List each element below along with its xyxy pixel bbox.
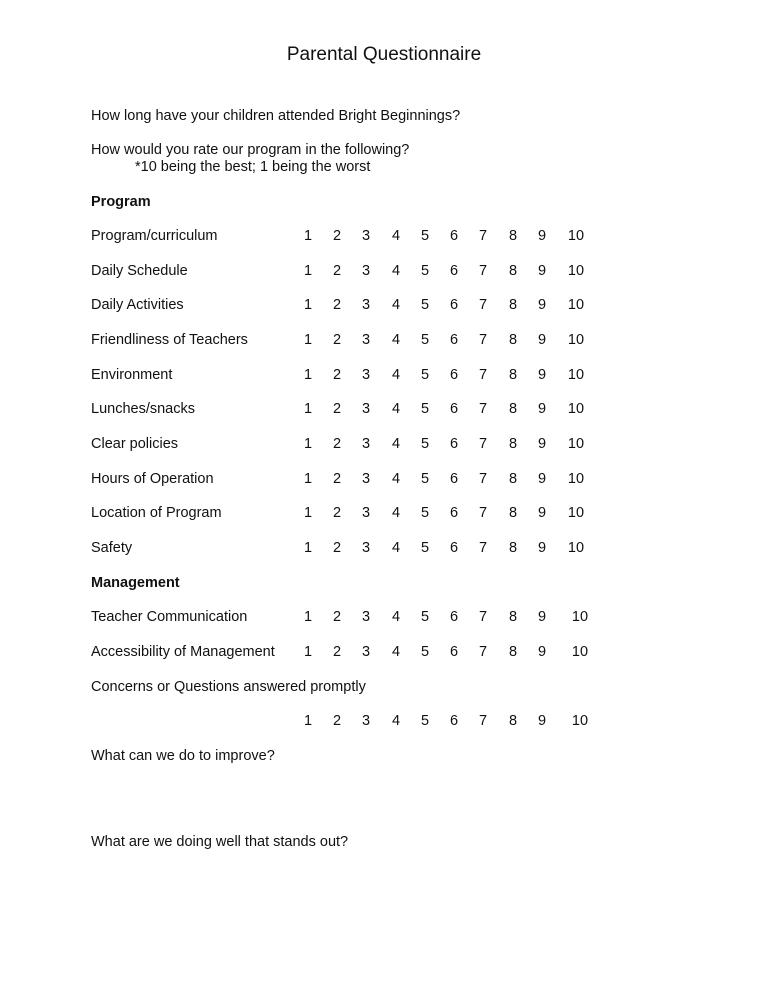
rating-option-9[interactable]: 9	[537, 609, 547, 625]
rating-option-9[interactable]: 9	[537, 297, 547, 313]
rating-label: Safety	[91, 540, 133, 556]
rating-option-3[interactable]: 3	[361, 471, 371, 487]
rating-option-8[interactable]: 8	[508, 263, 518, 279]
rating-option-7[interactable]: 7	[478, 297, 488, 313]
rating-option-10[interactable]: 10	[567, 367, 585, 383]
rating-option-4[interactable]: 4	[391, 367, 401, 383]
rating-option-5[interactable]: 5	[420, 367, 430, 383]
rating-option-9[interactable]: 9	[537, 713, 547, 729]
rating-option-9[interactable]: 9	[537, 436, 547, 452]
concerns-label: Concerns or Questions answered promptly	[91, 679, 366, 695]
rating-note: *10 being the best; 1 being the worst	[135, 159, 371, 175]
rating-option-8[interactable]: 8	[508, 713, 518, 729]
rating-option-1[interactable]: 1	[303, 297, 313, 313]
rating-row-friendliness-of-teachers	[91, 332, 651, 352]
rating-option-8[interactable]: 8	[508, 367, 518, 383]
rating-option-6[interactable]: 6	[449, 644, 459, 660]
rating-option-2[interactable]: 2	[332, 609, 342, 625]
question-doing-well: What are we doing well that stands out?	[91, 834, 349, 850]
rating-option-1[interactable]: 1	[303, 505, 313, 521]
rating-option-2[interactable]: 2	[332, 436, 342, 452]
section-heading-management: Management	[91, 575, 180, 591]
rating-option-3[interactable]: 3	[361, 644, 371, 660]
rating-label: Clear policies	[91, 436, 179, 452]
rating-option-6[interactable]: 6	[449, 263, 459, 279]
rating-option-9[interactable]: 9	[537, 228, 547, 244]
rating-option-6[interactable]: 6	[449, 228, 459, 244]
rating-option-3[interactable]: 3	[361, 332, 371, 348]
rating-option-2[interactable]: 2	[332, 263, 342, 279]
rating-option-9[interactable]: 9	[537, 263, 547, 279]
rating-label: Environment	[91, 367, 173, 383]
rating-option-5[interactable]: 5	[420, 609, 430, 625]
rating-option-7[interactable]: 7	[478, 436, 488, 452]
rating-option-2[interactable]: 2	[332, 367, 342, 383]
rating-option-1[interactable]: 1	[303, 609, 313, 625]
rating-option-7[interactable]: 7	[478, 228, 488, 244]
rating-label: Friendliness of Teachers	[91, 332, 248, 348]
section-heading-program: Program	[91, 194, 151, 210]
rating-label: Program/curriculum	[91, 228, 218, 244]
page-title: Parental Questionnaire	[286, 44, 482, 65]
rating-option-9[interactable]: 9	[537, 471, 547, 487]
rating-option-1[interactable]: 1	[303, 644, 313, 660]
rating-option-5[interactable]: 5	[420, 713, 430, 729]
rating-row-location-of-program	[91, 505, 651, 525]
rating-row-clear-policies	[91, 436, 651, 456]
rating-option-5[interactable]: 5	[420, 263, 430, 279]
rating-row-program-curriculum	[91, 228, 651, 248]
rating-option-4[interactable]: 4	[391, 644, 401, 660]
rating-option-2[interactable]: 2	[332, 471, 342, 487]
rating-option-8[interactable]: 8	[508, 540, 518, 556]
rating-option-9[interactable]: 9	[537, 505, 547, 521]
rating-option-8[interactable]: 8	[508, 644, 518, 660]
rating-option-7[interactable]: 7	[478, 263, 488, 279]
rating-option-3[interactable]: 3	[361, 367, 371, 383]
rating-row-accessibility-of-management	[91, 644, 651, 664]
rating-option-7[interactable]: 7	[478, 644, 488, 660]
rating-option-3[interactable]: 3	[361, 401, 371, 417]
rating-option-2[interactable]: 2	[332, 297, 342, 313]
rating-option-6[interactable]: 6	[449, 297, 459, 313]
rating-option-7[interactable]: 7	[478, 505, 488, 521]
rating-option-7[interactable]: 7	[478, 540, 488, 556]
rating-option-5[interactable]: 5	[420, 471, 430, 487]
rating-option-8[interactable]: 8	[508, 228, 518, 244]
rating-option-10[interactable]: 10	[567, 297, 585, 313]
rating-option-4[interactable]: 4	[391, 263, 401, 279]
rating-option-10[interactable]: 10	[567, 228, 585, 244]
rating-option-3[interactable]: 3	[361, 263, 371, 279]
rating-option-6[interactable]: 6	[449, 367, 459, 383]
rating-option-4[interactable]: 4	[391, 713, 401, 729]
rating-option-10[interactable]: 10	[567, 332, 585, 348]
rating-option-1[interactable]: 1	[303, 401, 313, 417]
rating-option-5[interactable]: 5	[420, 297, 430, 313]
rating-option-1[interactable]: 1	[303, 540, 313, 556]
rating-label: Location of Program	[91, 505, 222, 521]
rating-option-2[interactable]: 2	[332, 401, 342, 417]
rating-option-3[interactable]: 3	[361, 713, 371, 729]
rating-option-6[interactable]: 6	[449, 609, 459, 625]
rating-option-2[interactable]: 2	[332, 644, 342, 660]
rating-option-5[interactable]: 5	[420, 401, 430, 417]
rating-option-2[interactable]: 2	[332, 505, 342, 521]
rating-row-hours-of-operation	[91, 471, 651, 491]
rating-option-4[interactable]: 4	[391, 505, 401, 521]
rating-option-10[interactable]: 10	[567, 505, 585, 521]
rating-label: Daily Schedule	[91, 263, 188, 279]
rating-option-3[interactable]: 3	[361, 228, 371, 244]
rating-option-3[interactable]: 3	[361, 540, 371, 556]
rating-option-6[interactable]: 6	[449, 713, 459, 729]
rating-row-daily-activities	[91, 297, 651, 317]
rating-option-4[interactable]: 4	[391, 332, 401, 348]
rating-option-8[interactable]: 8	[508, 436, 518, 452]
rating-option-5[interactable]: 5	[420, 644, 430, 660]
question-improve: What can we do to improve?	[91, 748, 275, 764]
rating-option-9[interactable]: 9	[537, 367, 547, 383]
rating-option-10[interactable]: 10	[571, 644, 589, 660]
rating-option-10[interactable]: 10	[567, 436, 585, 452]
rating-option-1[interactable]: 1	[303, 228, 313, 244]
rating-option-4[interactable]: 4	[391, 540, 401, 556]
rating-option-6[interactable]: 6	[449, 436, 459, 452]
rating-label: Hours of Operation	[91, 471, 214, 487]
rating-row-environment	[91, 367, 651, 387]
rating-option-1[interactable]: 1	[303, 713, 313, 729]
rating-option-10[interactable]: 10	[567, 263, 585, 279]
rating-option-7[interactable]: 7	[478, 609, 488, 625]
rating-option-3[interactable]: 3	[361, 436, 371, 452]
rating-option-2[interactable]: 2	[332, 332, 342, 348]
rating-option-6[interactable]: 6	[449, 540, 459, 556]
rating-option-1[interactable]: 1	[303, 367, 313, 383]
rating-row-teacher-communication	[91, 609, 651, 629]
rating-option-4[interactable]: 4	[391, 401, 401, 417]
rating-option-8[interactable]: 8	[508, 471, 518, 487]
rating-option-4[interactable]: 4	[391, 609, 401, 625]
rating-option-6[interactable]: 6	[449, 401, 459, 417]
rating-option-5[interactable]: 5	[420, 436, 430, 452]
rating-option-5[interactable]: 5	[420, 228, 430, 244]
rating-option-7[interactable]: 7	[478, 471, 488, 487]
rating-option-3[interactable]: 3	[361, 505, 371, 521]
question-attended: How long have your children attended Bright Beginnings?	[91, 108, 461, 124]
rating-option-4[interactable]: 4	[391, 471, 401, 487]
rating-option-8[interactable]: 8	[508, 297, 518, 313]
rating-option-9[interactable]: 9	[537, 540, 547, 556]
rating-option-9[interactable]: 9	[537, 401, 547, 417]
rating-option-7[interactable]: 7	[478, 713, 488, 729]
rating-option-3[interactable]: 3	[361, 609, 371, 625]
rating-option-1[interactable]: 1	[303, 471, 313, 487]
rating-option-1[interactable]: 1	[303, 436, 313, 452]
rating-label: Lunches/snacks	[91, 401, 195, 417]
rating-option-7[interactable]: 7	[478, 332, 488, 348]
rating-option-5[interactable]: 5	[420, 332, 430, 348]
rating-row-safety	[91, 540, 651, 560]
rating-option-5[interactable]: 5	[420, 540, 430, 556]
rating-option-9[interactable]: 9	[537, 332, 547, 348]
rating-option-10[interactable]: 10	[571, 609, 589, 625]
rating-option-5[interactable]: 5	[420, 505, 430, 521]
rating-option-1[interactable]: 1	[303, 263, 313, 279]
question-rate: How would you rate our program in the following?	[91, 142, 410, 158]
rating-label: Accessibility of Management	[91, 644, 275, 660]
rating-option-4[interactable]: 4	[391, 436, 401, 452]
rating-option-2[interactable]: 2	[332, 228, 342, 244]
rating-option-4[interactable]: 4	[391, 297, 401, 313]
rating-option-8[interactable]: 8	[508, 609, 518, 625]
rating-option-2[interactable]: 2	[332, 713, 342, 729]
rating-option-10[interactable]: 10	[567, 540, 585, 556]
rating-option-6[interactable]: 6	[449, 471, 459, 487]
rating-option-1[interactable]: 1	[303, 332, 313, 348]
rating-option-2[interactable]: 2	[332, 540, 342, 556]
rating-option-6[interactable]: 6	[449, 505, 459, 521]
rating-option-6[interactable]: 6	[449, 332, 459, 348]
rating-option-10[interactable]: 10	[567, 401, 585, 417]
rating-row-lunches-snacks	[91, 401, 651, 421]
rating-option-8[interactable]: 8	[508, 401, 518, 417]
rating-option-4[interactable]: 4	[391, 228, 401, 244]
rating-option-9[interactable]: 9	[537, 644, 547, 660]
rating-label: Teacher Communication	[91, 609, 248, 625]
rating-option-8[interactable]: 8	[508, 505, 518, 521]
rating-row-daily-schedule	[91, 263, 651, 283]
rating-option-3[interactable]: 3	[361, 297, 371, 313]
rating-option-7[interactable]: 7	[478, 367, 488, 383]
rating-row-concerns	[91, 713, 651, 733]
rating-option-7[interactable]: 7	[478, 401, 488, 417]
rating-option-10[interactable]: 10	[567, 471, 585, 487]
rating-option-8[interactable]: 8	[508, 332, 518, 348]
rating-option-10[interactable]: 10	[571, 713, 589, 729]
rating-label: Daily Activities	[91, 297, 184, 313]
